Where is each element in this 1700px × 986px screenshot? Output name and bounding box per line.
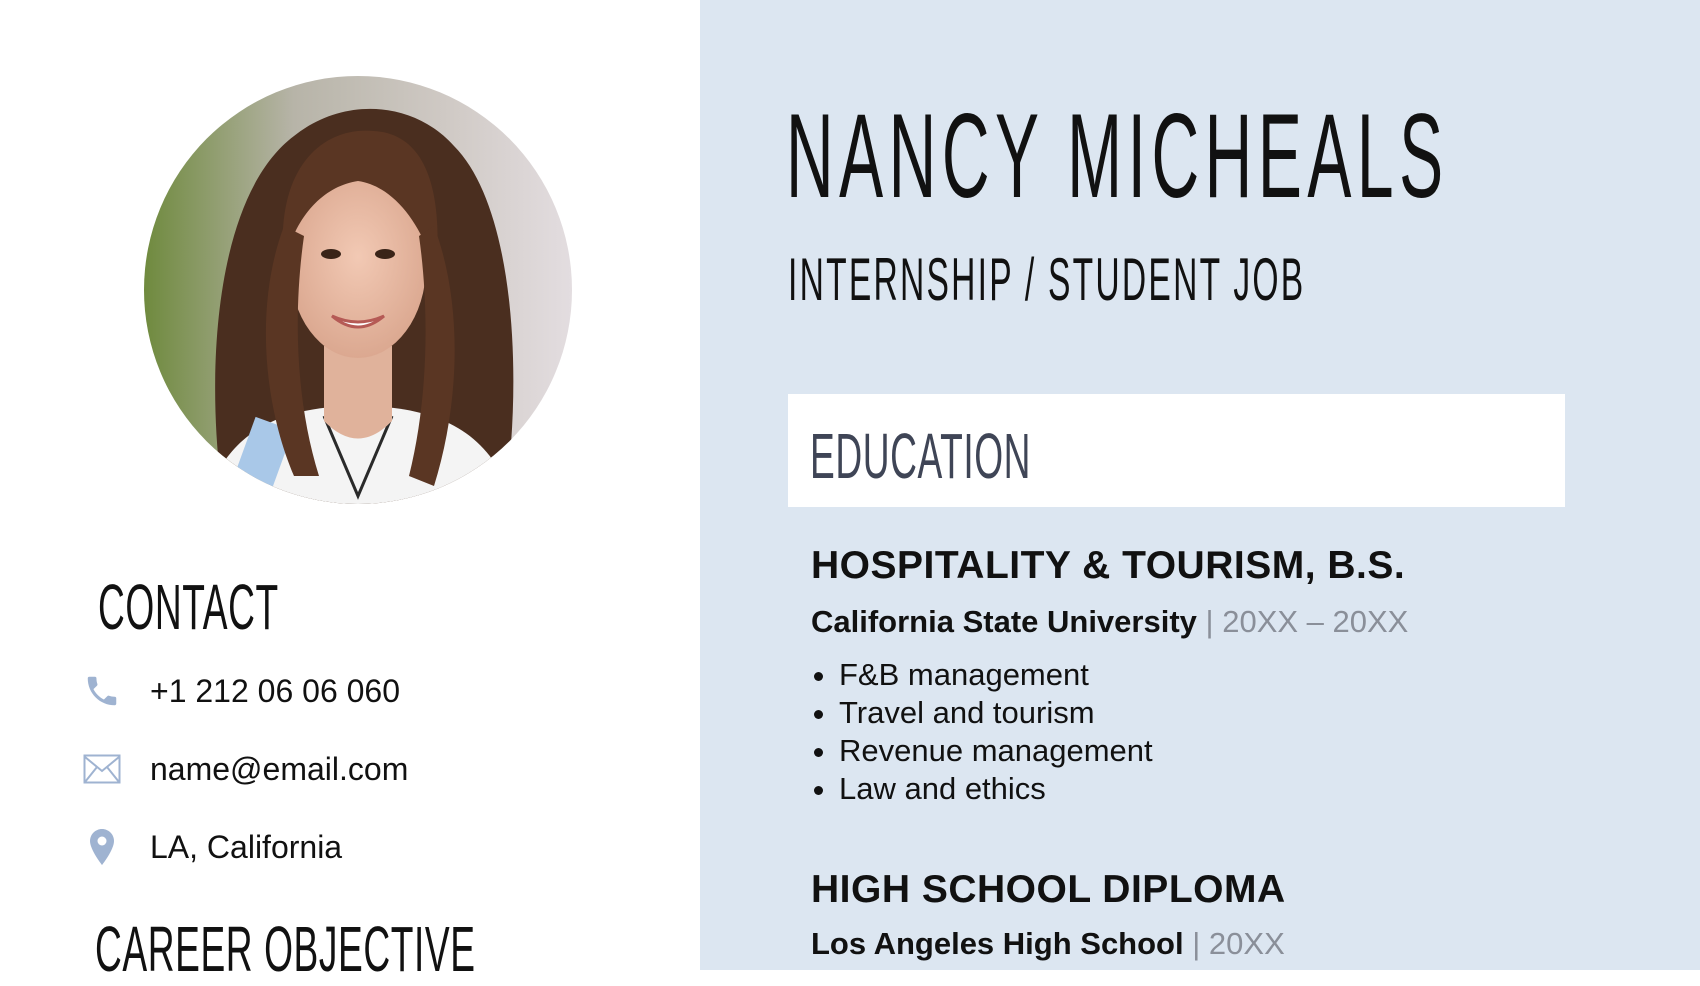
phone-icon [80,669,124,713]
contact-email-text: name@email.com [150,750,409,787]
course-item: • F&B management [839,656,1153,694]
contact-email-row [80,744,408,794]
profile-photo-drawing [144,76,572,504]
course-list [811,656,1153,808]
envelope-icon [80,747,124,791]
school-years: 20XX – 20XX [1222,604,1409,639]
location-pin-icon [80,825,124,869]
career-objective-heading: CAREER OBJECTIVE [95,913,476,985]
course-item: • Travel and tourism [839,694,1153,732]
contact-heading: CONTACT [98,571,279,643]
education-heading-box [788,394,1565,507]
degree-title: HOSPITALITY & TOURISM, B.S. [811,544,1406,587]
school-name: Los Angeles High School [811,926,1184,961]
course-item: • Law and ethics [839,770,1153,808]
contact-phone-row [80,666,400,716]
school-line [811,926,1285,962]
contact-location-row [80,822,342,872]
contact-location-text: LA, California [150,828,343,865]
education-heading: EDUCATION [810,420,1032,492]
candidate-name: NANCY MICHEALS [786,89,1449,223]
school-separator: | [1205,604,1214,639]
course-item: • Revenue management [839,732,1153,770]
candidate-subtitle: INTERNSHIP / STUDENT JOB [788,246,1306,313]
school-name: California State University [811,604,1197,639]
degree-title: HIGH SCHOOL DIPLOMA [811,868,1286,911]
school-separator: | [1192,926,1201,961]
school-years: 20XX [1208,926,1285,961]
profile-photo [144,76,572,504]
school-line [811,604,1408,640]
contact-phone-text: +1 212 06 06 060 [150,672,401,709]
